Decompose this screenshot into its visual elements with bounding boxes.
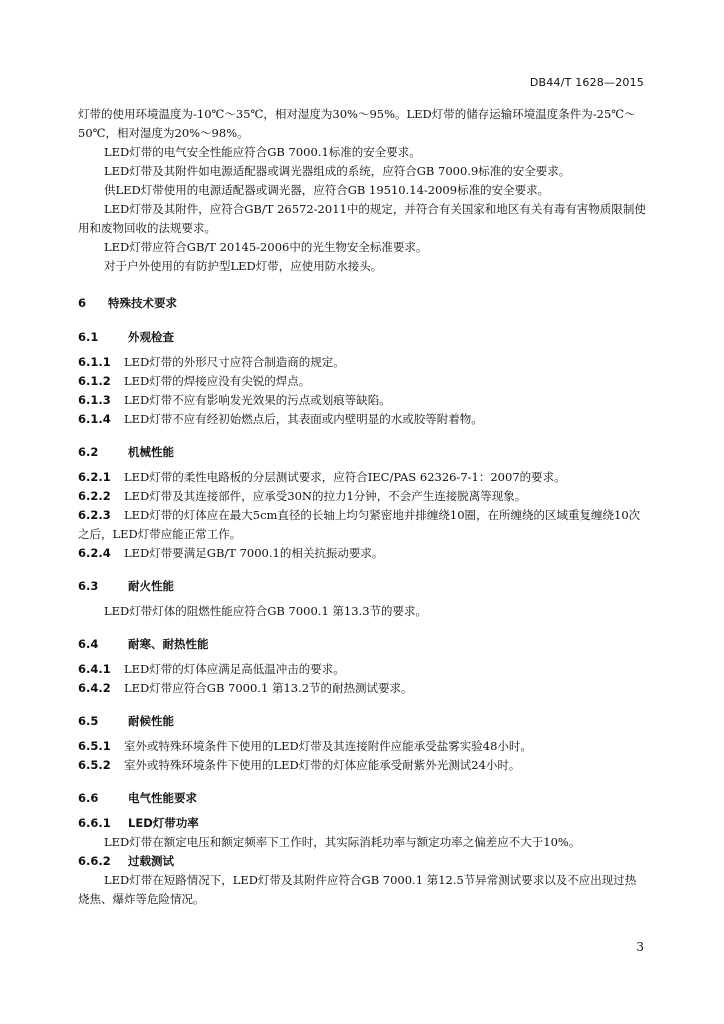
clause-text: LED灯带的焊接应没有尖锐的焊点。: [124, 374, 311, 388]
document-body: [78, 105, 646, 909]
clause-text: LED灯带及其连接部件，应承受30N的拉力1分钟，不会产生连接脱离等现象。: [124, 489, 527, 503]
clause-item: [78, 487, 646, 506]
clause-number: 6.1.1: [78, 355, 111, 369]
section-number: 6.3: [78, 579, 99, 593]
intro-paragraph: 供LED灯带使用的电源适配器或调光器，应符合GB 19510.14-2009标准的安全要求。: [104, 183, 550, 197]
clause-item: [78, 679, 646, 698]
section-heading-6-4: [78, 635, 646, 654]
section-number: 6: [78, 296, 87, 310]
clause-item: [78, 737, 646, 756]
clause-number: 6.4.2: [78, 681, 111, 695]
clause-text: LED灯带应符合GB 7000.1 第13.2节的耐热测试要求。: [124, 681, 413, 695]
section-number: 6.6: [78, 791, 99, 805]
clause-text: LED灯带的柔性电路板的分层测试要求，应符合IEC/PAS 62326-7-1：2007的要求。: [124, 470, 566, 484]
intro-paragraph: LED灯带及其附件，应符合GB/T 26572-2011中的规定，并符合有关国家和地区有关有毒有害物质限制使用和废物回收的法规要求。: [78, 202, 646, 235]
clause-number: 6.5.2: [78, 758, 111, 772]
section-title: 特殊技术要求: [108, 296, 178, 310]
clause-item: [78, 506, 646, 544]
section-title: 过载测试: [128, 854, 175, 868]
clause-item: [78, 353, 646, 372]
clause-item: [78, 410, 646, 429]
clause-text: LED灯带灯体的阻燃性能应符合GB 7000.1 第13.3节的要求。: [104, 604, 428, 618]
section-heading-6-2: [78, 443, 646, 462]
section-title: LED灯带功率: [128, 816, 199, 830]
clause-number: 6.2.3: [78, 508, 111, 522]
section-title: 耐寒、耐热性能: [128, 637, 209, 651]
clause-item: [78, 544, 646, 563]
document-code-header: DB44/T 1628—2015: [529, 76, 644, 89]
clause-number: 6.1.4: [78, 412, 111, 426]
subsection-heading-6-6-2: [78, 852, 646, 871]
section-title: 耐火性能: [128, 579, 175, 593]
page-number: 3: [636, 940, 644, 954]
intro-paragraph: 灯带的使用环境温度为-10℃～35℃，相对湿度为30%～95%。LED灯带的储存运输环境温度条件为-25℃～50℃，相对湿度为20%～98%。: [78, 107, 636, 140]
section-title: 耐候性能: [128, 714, 175, 728]
intro-paragraph: LED灯带应符合GB/T 20145-2006中的光生物安全标准要求。: [104, 240, 428, 254]
clause-text: LED灯带在短路情况下，LED灯带及其附件应符合GB 7000.1 第12.5节异常测试要求以及不应出现过热烧焦、爆炸等危险情况。: [78, 873, 637, 906]
clause-number: 6.2.1: [78, 470, 111, 484]
clause-text: 室外或特殊环境条件下使用的LED灯带及其连接附件应能承受盐雾实验48小时。: [124, 739, 532, 753]
clause-number: 6.5.1: [78, 739, 111, 753]
clause-text: LED灯带要满足GB/T 7000.1的相关抗振动要求。: [124, 546, 384, 560]
section-number: 6.4: [78, 637, 99, 651]
clause-item: [78, 468, 646, 487]
section-number: 6.2: [78, 445, 99, 459]
clause-item: [78, 391, 646, 410]
clause-text: LED灯带在额定电压和额定频率下工作时，其实际消耗功率与额定功率之偏差应不大于10%。: [104, 835, 581, 849]
clause-item: [78, 756, 646, 775]
section-heading-6: [78, 294, 646, 313]
section-number: 6.6.1: [78, 816, 111, 830]
clause-text: LED灯带的灯体应满足高低温冲击的要求。: [124, 662, 345, 676]
section-heading-6-1: [78, 328, 646, 347]
clause-text: LED灯带的灯体应在最大5cm直径的长轴上均匀紧密地并排缠绕10圈，在所缠绕的区域重复缠绕10次之后，LED灯带应能正常工作。: [78, 508, 641, 541]
intro-paragraph: LED灯带及其附件如电源适配器或调光器组成的系统，应符合GB 7000.9标准的安全要求。: [104, 164, 571, 178]
clause-item: [78, 372, 646, 391]
clause-text: LED灯带不应有经初始燃点后，其表面或内壁明显的水或胶等附着物。: [124, 412, 483, 426]
clause-text: LED灯带的外形尺寸应符合制造商的规定。: [124, 355, 345, 369]
clause-text: LED灯带不应有影响发光效果的污点或划痕等缺陷。: [124, 393, 391, 407]
section-heading-6-6: [78, 789, 646, 808]
section-number: 6.1: [78, 330, 99, 344]
section-number: 6.5: [78, 714, 99, 728]
intro-paragraph: 对于户外使用的有防护型LED灯带，应使用防水接头。: [104, 259, 383, 273]
subsection-heading-6-6-1: [78, 814, 646, 833]
clause-number: 6.1.3: [78, 393, 111, 407]
section-title: 电气性能要求: [128, 791, 198, 805]
clause-item: [78, 660, 646, 679]
clause-number: 6.2.4: [78, 546, 111, 560]
intro-paragraph: LED灯带的电气安全性能应符合GB 7000.1标准的安全要求。: [104, 145, 421, 159]
clause-number: 6.4.1: [78, 662, 111, 676]
section-heading-6-3: [78, 577, 646, 596]
section-title: 外观检查: [128, 330, 175, 344]
clause-text: 室外或特殊环境条件下使用的LED灯带的灯体应能承受耐紫外光测试24小时。: [124, 758, 521, 772]
clause-number: 6.2.2: [78, 489, 111, 503]
section-heading-6-5: [78, 712, 646, 731]
clause-number: 6.1.2: [78, 374, 111, 388]
section-title: 机械性能: [128, 445, 175, 459]
section-number: 6.6.2: [78, 854, 111, 868]
